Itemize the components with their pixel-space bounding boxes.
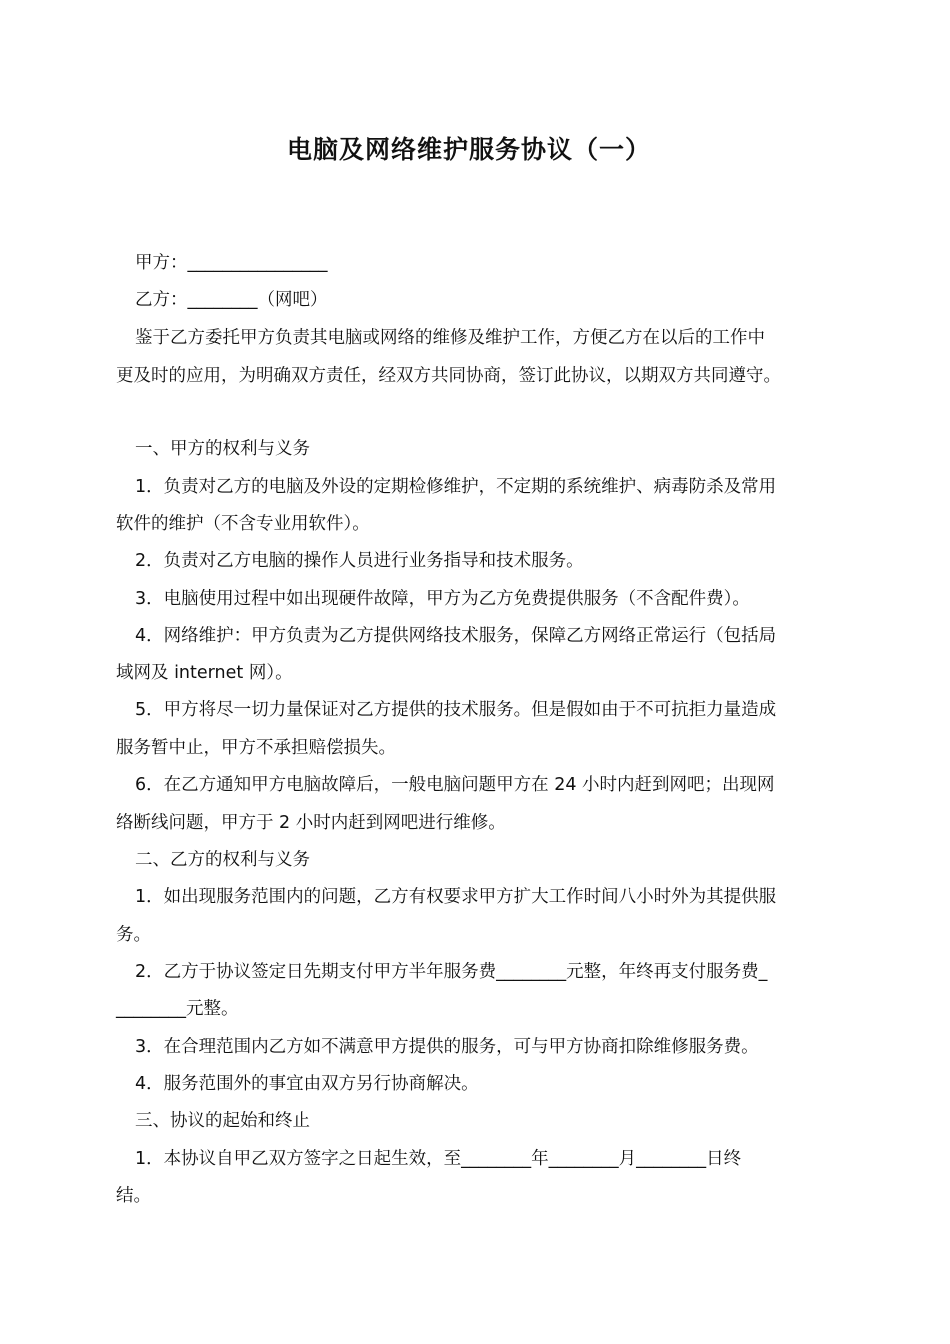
preamble-line-2: 更及时的应用，为明确双方责任，经双方共同协商，签订此协议，以期双方共同遵守。 [116, 366, 781, 386]
section1-item2: 2．负责对乙方电脑的操作人员进行业务指导和技术服务。 [135, 551, 584, 571]
section2-item1-line2: 务。 [116, 925, 151, 945]
section2-item3: 3．在合理范围内乙方如不满意甲方提供的服务，可与甲方协商扣除维修服务费。 [135, 1037, 759, 1057]
section1-item4-line1: 4．网络维护：甲方负责为乙方提供网络技术服务，保障乙方网络正常运行（包括局 [135, 626, 777, 646]
section2-heading: 二、乙方的权利与义务 [135, 850, 310, 870]
section1-item5-line1: 5．甲方将尽一切力量保证对乙方提供的技术服务。但是假如由于不可抗拒力量造成 [135, 700, 777, 720]
section1-item3: 3．电脑使用过程中如出现硬件故障，甲方为乙方免费提供服务（不含配件费）。 [135, 589, 750, 609]
section3-item1-line2: 结。 [116, 1186, 151, 1206]
section3-item1-line1: 1．本协议自甲乙双方签字之日起生效，至________年________月________日终 [135, 1149, 742, 1169]
section3-heading: 三、协议的起始和终止 [135, 1111, 310, 1131]
section1-item4-line2: 域网及 internet 网）。 [116, 663, 293, 683]
section1-item6-line2: 络断线问题，甲方于 2 小时内赶到网吧进行维修。 [116, 813, 506, 833]
section2-item2-line1: 2．乙方于协议签定日先期支付甲方半年服务费________元整，年终再支付服务费_ [135, 962, 768, 982]
section2-item4: 4．服务范围外的事宜由双方另行协商解决。 [135, 1074, 479, 1094]
section1-item5-line2: 服务暂中止，甲方不承担赔偿损失。 [116, 738, 396, 758]
section1-item1-line1: 1．负责对乙方的电脑及外设的定期检修维护，不定期的系统维护、病毒防杀及常用 [135, 477, 777, 497]
section1-heading: 一、甲方的权利与义务 [135, 439, 310, 459]
section1-item1-line2: 软件的维护（不含专业用软件）。 [116, 514, 370, 534]
section2-item1-line1: 1．如出现服务范围内的问题，乙方有权要求甲方扩大工作时间八小时外为其提供服 [135, 887, 777, 907]
section2-item2-line2: ________元整。 [116, 999, 239, 1019]
document-title: 电脑及网络维护服务协议（一） [286, 135, 651, 164]
party-a-line: 甲方：________________ [135, 253, 328, 273]
party-b-line: 乙方：________（网吧） [135, 290, 328, 310]
section1-item6-line1: 6．在乙方通知甲方电脑故障后，一般电脑问题甲方在 24 小时内赶到网吧；出现网 [135, 775, 775, 795]
preamble-line-1: 鉴于乙方委托甲方负责其电脑或网络的维修及维护工作，方便乙方在以后的工作中 [135, 328, 765, 348]
